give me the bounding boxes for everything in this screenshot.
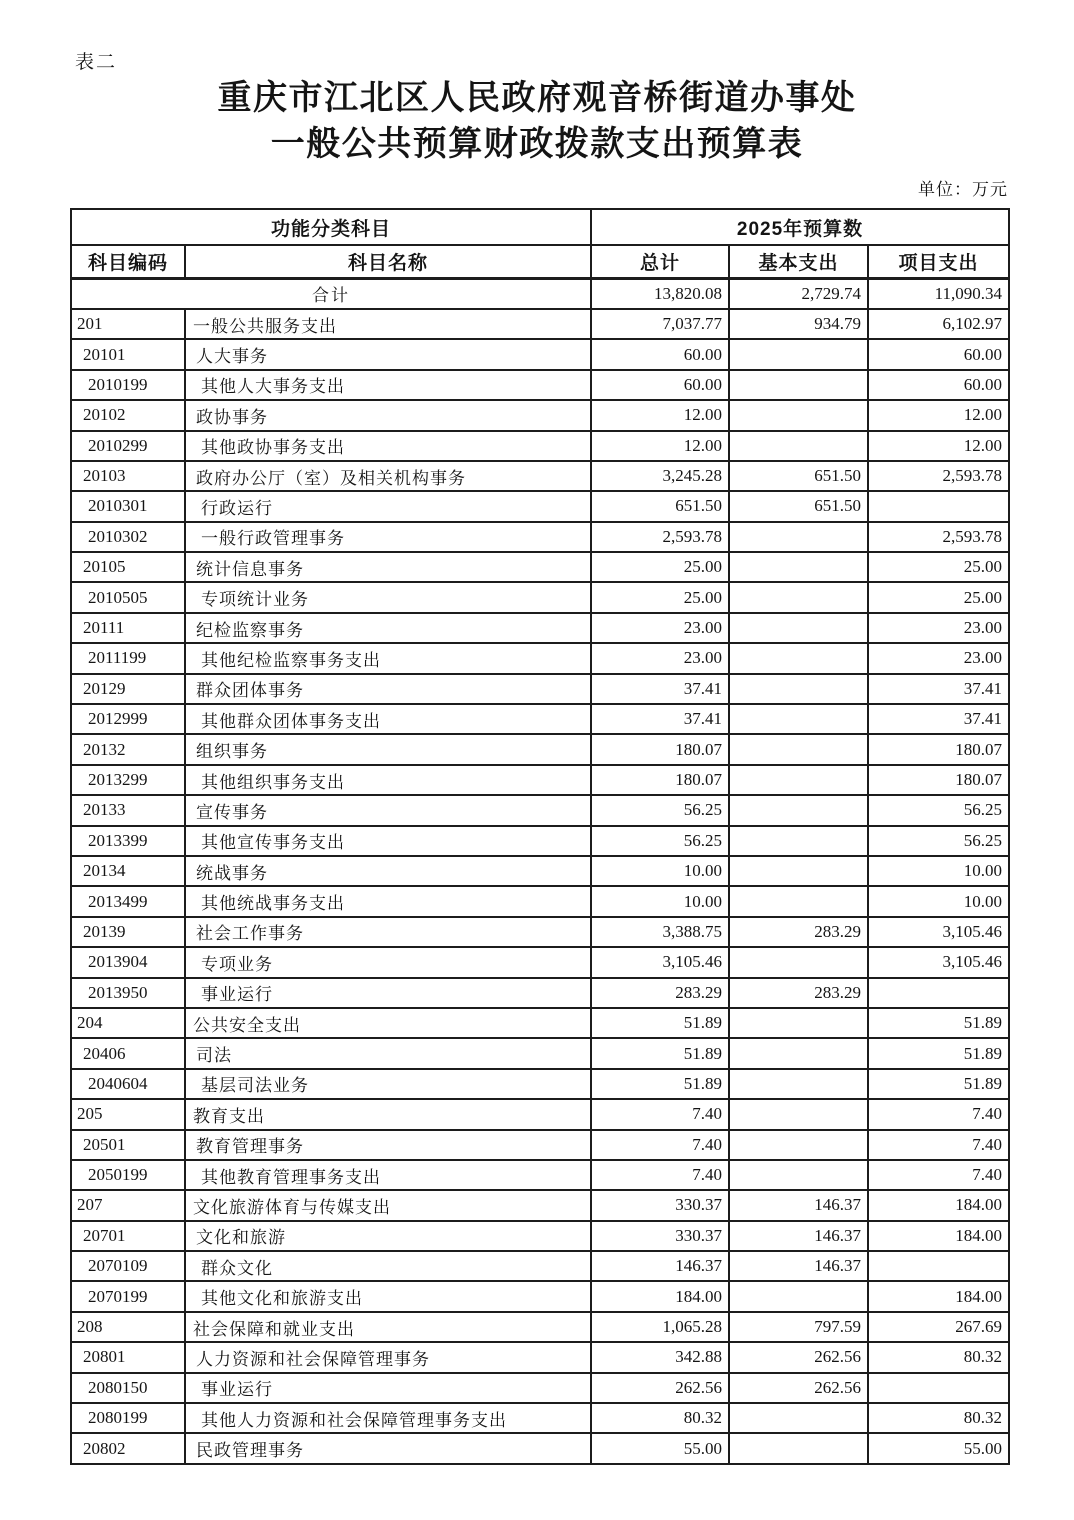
name-cell: 社会保障和就业支出 xyxy=(185,1312,591,1342)
code-cell: 207 xyxy=(71,1190,185,1220)
total-cell: 7.40 xyxy=(591,1130,729,1160)
basic-cell: 797.59 xyxy=(729,1312,868,1342)
basic-cell: 262.56 xyxy=(729,1373,868,1403)
total-cell: 80.32 xyxy=(591,1403,729,1433)
table-row xyxy=(71,309,1009,339)
table-row xyxy=(71,582,1009,612)
project-cell: 12.00 xyxy=(868,431,1009,461)
code-cell: 20105 xyxy=(71,552,185,582)
project-cell: 12.00 xyxy=(868,400,1009,430)
code-cell: 20101 xyxy=(71,339,185,369)
basic-cell xyxy=(729,1008,868,1038)
name-cell: 其他统战事务支出 xyxy=(185,886,591,916)
basic-cell xyxy=(729,856,868,886)
name-cell: 事业运行 xyxy=(185,1373,591,1403)
total-cell: 12.00 xyxy=(591,431,729,461)
name-cell: 政协事务 xyxy=(185,400,591,430)
name-cell: 行政运行 xyxy=(185,491,591,521)
code-cell: 20139 xyxy=(71,917,185,947)
name-cell: 其他政协事务支出 xyxy=(185,431,591,461)
table-row xyxy=(71,1069,1009,1099)
name-cell: 其他教育管理事务支出 xyxy=(185,1160,591,1190)
code-cell: 20801 xyxy=(71,1342,185,1372)
basic-cell xyxy=(729,1069,868,1099)
project-cell: 56.25 xyxy=(868,795,1009,825)
name-cell: 群众团体事务 xyxy=(185,674,591,704)
name-cell: 教育管理事务 xyxy=(185,1130,591,1160)
code-cell: 2013499 xyxy=(71,886,185,916)
code-cell: 20501 xyxy=(71,1130,185,1160)
project-cell: 3,105.46 xyxy=(868,917,1009,947)
project-cell: 60.00 xyxy=(868,370,1009,400)
name-cell: 文化旅游体育与传媒支出 xyxy=(185,1190,591,1220)
grand-total-project-cell: 11,090.34 xyxy=(868,278,1009,309)
project-cell: 56.25 xyxy=(868,826,1009,856)
name-cell: 其他纪检监察事务支出 xyxy=(185,643,591,673)
basic-cell xyxy=(729,431,868,461)
basic-cell: 146.37 xyxy=(729,1221,868,1251)
total-cell: 51.89 xyxy=(591,1008,729,1038)
table-row xyxy=(71,400,1009,430)
grand-total-label: 合计 xyxy=(71,278,591,309)
total-cell: 330.37 xyxy=(591,1190,729,1220)
basic-cell xyxy=(729,1130,868,1160)
basic-cell: 283.29 xyxy=(729,978,868,1008)
name-cell: 基层司法业务 xyxy=(185,1069,591,1099)
project-cell: 80.32 xyxy=(868,1403,1009,1433)
name-cell: 纪检监察事务 xyxy=(185,613,591,643)
project-cell xyxy=(868,978,1009,1008)
table-row xyxy=(71,704,1009,734)
total-cell: 330.37 xyxy=(591,1221,729,1251)
document-title xyxy=(0,76,1074,168)
total-cell: 60.00 xyxy=(591,370,729,400)
basic-cell: 651.50 xyxy=(729,461,868,491)
basic-cell xyxy=(729,1038,868,1068)
name-cell: 其他群众团体事务支出 xyxy=(185,704,591,734)
header-basic-column: 基本支出 xyxy=(729,245,868,278)
code-cell: 2013904 xyxy=(71,947,185,977)
header-code-column: 科目编码 xyxy=(71,245,185,278)
code-cell: 2070109 xyxy=(71,1251,185,1281)
basic-cell: 146.37 xyxy=(729,1251,868,1281)
name-cell: 司法 xyxy=(185,1038,591,1068)
total-cell: 37.41 xyxy=(591,704,729,734)
total-cell: 7,037.77 xyxy=(591,309,729,339)
total-cell: 51.89 xyxy=(591,1069,729,1099)
code-cell: 20406 xyxy=(71,1038,185,1068)
total-cell: 3,245.28 xyxy=(591,461,729,491)
unit-note: 单位：万元 xyxy=(918,180,1008,199)
code-cell: 20103 xyxy=(71,461,185,491)
basic-cell: 283.29 xyxy=(729,917,868,947)
header-group-row xyxy=(71,209,1009,245)
grand-total-row xyxy=(71,278,1009,309)
total-cell: 51.89 xyxy=(591,1038,729,1068)
header-total-column: 总计 xyxy=(591,245,729,278)
project-cell: 23.00 xyxy=(868,643,1009,673)
code-cell: 201 xyxy=(71,309,185,339)
project-cell: 184.00 xyxy=(868,1221,1009,1251)
project-cell: 37.41 xyxy=(868,704,1009,734)
basic-cell xyxy=(729,1433,868,1464)
project-cell: 80.32 xyxy=(868,1342,1009,1372)
code-cell: 20129 xyxy=(71,674,185,704)
code-cell: 2080150 xyxy=(71,1373,185,1403)
basic-cell: 934.79 xyxy=(729,309,868,339)
project-cell: 7.40 xyxy=(868,1099,1009,1129)
basic-cell xyxy=(729,1403,868,1433)
name-cell: 社会工作事务 xyxy=(185,917,591,947)
project-cell: 60.00 xyxy=(868,339,1009,369)
code-cell: 20134 xyxy=(71,856,185,886)
basic-cell xyxy=(729,582,868,612)
code-cell: 2040604 xyxy=(71,1069,185,1099)
total-cell: 283.29 xyxy=(591,978,729,1008)
code-cell: 2080199 xyxy=(71,1403,185,1433)
project-cell: 2,593.78 xyxy=(868,461,1009,491)
code-cell: 20102 xyxy=(71,400,185,430)
header-budget-group: 2025年预算数 xyxy=(591,209,1009,245)
basic-cell xyxy=(729,704,868,734)
table-row xyxy=(71,1038,1009,1068)
total-cell: 3,388.75 xyxy=(591,917,729,947)
total-cell: 23.00 xyxy=(591,613,729,643)
basic-cell xyxy=(729,886,868,916)
code-cell: 2013299 xyxy=(71,765,185,795)
document-title-line1: 重庆市江北区人民政府观音桥街道办事处 xyxy=(217,80,857,117)
total-cell: 60.00 xyxy=(591,339,729,369)
table-row xyxy=(71,552,1009,582)
total-cell: 3,105.46 xyxy=(591,947,729,977)
name-cell: 其他人力资源和社会保障管理事务支出 xyxy=(185,1403,591,1433)
name-cell: 教育支出 xyxy=(185,1099,591,1129)
code-cell: 20701 xyxy=(71,1221,185,1251)
total-cell: 262.56 xyxy=(591,1373,729,1403)
total-cell: 184.00 xyxy=(591,1281,729,1311)
code-cell: 2011199 xyxy=(71,643,185,673)
code-cell: 2013950 xyxy=(71,978,185,1008)
code-cell: 20111 xyxy=(71,613,185,643)
project-cell: 10.00 xyxy=(868,856,1009,886)
name-cell: 人力资源和社会保障管理事务 xyxy=(185,1342,591,1372)
name-cell: 公共安全支出 xyxy=(185,1008,591,1038)
project-cell: 180.07 xyxy=(868,765,1009,795)
project-cell: 25.00 xyxy=(868,582,1009,612)
table-row xyxy=(71,947,1009,977)
project-cell: 55.00 xyxy=(868,1433,1009,1464)
header-project-column: 项目支出 xyxy=(868,245,1009,278)
project-cell: 10.00 xyxy=(868,886,1009,916)
grand-total-basic-cell: 2,729.74 xyxy=(729,278,868,309)
name-cell: 其他组织事务支出 xyxy=(185,765,591,795)
basic-cell xyxy=(729,795,868,825)
total-cell: 342.88 xyxy=(591,1342,729,1372)
basic-cell xyxy=(729,613,868,643)
name-cell: 专项业务 xyxy=(185,947,591,977)
project-cell: 51.89 xyxy=(868,1038,1009,1068)
basic-cell xyxy=(729,522,868,552)
total-cell: 23.00 xyxy=(591,643,729,673)
total-cell: 10.00 xyxy=(591,886,729,916)
project-cell: 25.00 xyxy=(868,552,1009,582)
basic-cell: 262.56 xyxy=(729,1342,868,1372)
table-row xyxy=(71,674,1009,704)
project-cell: 6,102.97 xyxy=(868,309,1009,339)
basic-cell xyxy=(729,826,868,856)
total-cell: 37.41 xyxy=(591,674,729,704)
table-row xyxy=(71,1130,1009,1160)
name-cell: 群众文化 xyxy=(185,1251,591,1281)
total-cell: 180.07 xyxy=(591,765,729,795)
total-cell: 7.40 xyxy=(591,1099,729,1129)
header-name-column: 科目名称 xyxy=(185,245,591,278)
code-cell: 2010199 xyxy=(71,370,185,400)
table-row xyxy=(71,795,1009,825)
project-cell: 23.00 xyxy=(868,613,1009,643)
header-function-group: 功能分类科目 xyxy=(71,209,591,245)
total-cell: 1,065.28 xyxy=(591,1312,729,1342)
table-row xyxy=(71,1312,1009,1342)
name-cell: 统计信息事务 xyxy=(185,552,591,582)
table-row xyxy=(71,765,1009,795)
basic-cell xyxy=(729,370,868,400)
total-cell: 7.40 xyxy=(591,1160,729,1190)
basic-cell xyxy=(729,552,868,582)
code-cell: 20132 xyxy=(71,734,185,764)
code-cell: 2050199 xyxy=(71,1160,185,1190)
table-row xyxy=(71,1281,1009,1311)
table-row xyxy=(71,856,1009,886)
name-cell: 政府办公厅（室）及相关机构事务 xyxy=(185,461,591,491)
project-cell: 51.89 xyxy=(868,1008,1009,1038)
total-cell: 25.00 xyxy=(591,552,729,582)
table-row xyxy=(71,1221,1009,1251)
table-row xyxy=(71,613,1009,643)
basic-cell xyxy=(729,339,868,369)
total-cell: 180.07 xyxy=(591,734,729,764)
table-row xyxy=(71,339,1009,369)
project-cell: 7.40 xyxy=(868,1130,1009,1160)
code-cell: 2013399 xyxy=(71,826,185,856)
project-cell: 7.40 xyxy=(868,1160,1009,1190)
total-cell: 12.00 xyxy=(591,400,729,430)
table-row xyxy=(71,826,1009,856)
name-cell: 其他文化和旅游支出 xyxy=(185,1281,591,1311)
project-cell: 184.00 xyxy=(868,1190,1009,1220)
code-cell: 205 xyxy=(71,1099,185,1129)
table-row xyxy=(71,1373,1009,1403)
basic-cell xyxy=(729,734,868,764)
name-cell: 文化和旅游 xyxy=(185,1221,591,1251)
code-cell: 20133 xyxy=(71,795,185,825)
basic-cell xyxy=(729,1099,868,1129)
table-row xyxy=(71,522,1009,552)
basic-cell: 146.37 xyxy=(729,1190,868,1220)
table-row xyxy=(71,1403,1009,1433)
table-row xyxy=(71,491,1009,521)
table-row xyxy=(71,431,1009,461)
project-cell xyxy=(868,1251,1009,1281)
table-row xyxy=(71,1251,1009,1281)
code-cell: 20802 xyxy=(71,1433,185,1464)
table-row xyxy=(71,978,1009,1008)
total-cell: 2,593.78 xyxy=(591,522,729,552)
basic-cell xyxy=(729,947,868,977)
table-row xyxy=(71,917,1009,947)
code-cell: 208 xyxy=(71,1312,185,1342)
basic-cell xyxy=(729,1281,868,1311)
name-cell: 事业运行 xyxy=(185,978,591,1008)
code-cell: 2012999 xyxy=(71,704,185,734)
budget-table xyxy=(70,208,1010,1465)
code-cell: 2070199 xyxy=(71,1281,185,1311)
project-cell: 180.07 xyxy=(868,734,1009,764)
total-cell: 55.00 xyxy=(591,1433,729,1464)
name-cell: 其他宣传事务支出 xyxy=(185,826,591,856)
total-cell: 25.00 xyxy=(591,582,729,612)
name-cell: 一般行政管理事务 xyxy=(185,522,591,552)
name-cell: 人大事务 xyxy=(185,339,591,369)
code-cell: 2010505 xyxy=(71,582,185,612)
name-cell: 民政管理事务 xyxy=(185,1433,591,1464)
project-cell: 184.00 xyxy=(868,1281,1009,1311)
table-row xyxy=(71,1160,1009,1190)
total-cell: 146.37 xyxy=(591,1251,729,1281)
basic-cell xyxy=(729,765,868,795)
name-cell: 统战事务 xyxy=(185,856,591,886)
basic-cell xyxy=(729,400,868,430)
table-number-label: 表二 xyxy=(75,52,118,73)
table-row xyxy=(71,734,1009,764)
table-row xyxy=(71,1433,1009,1464)
project-cell xyxy=(868,491,1009,521)
project-cell: 3,105.46 xyxy=(868,947,1009,977)
project-cell xyxy=(868,1373,1009,1403)
basic-cell xyxy=(729,674,868,704)
table-row xyxy=(71,1190,1009,1220)
project-cell: 267.69 xyxy=(868,1312,1009,1342)
basic-cell xyxy=(729,643,868,673)
table-row xyxy=(71,643,1009,673)
table-row xyxy=(71,1008,1009,1038)
total-cell: 56.25 xyxy=(591,826,729,856)
total-cell: 10.00 xyxy=(591,856,729,886)
table-row xyxy=(71,1342,1009,1372)
name-cell: 宣传事务 xyxy=(185,795,591,825)
name-cell: 组织事务 xyxy=(185,734,591,764)
code-cell: 204 xyxy=(71,1008,185,1038)
total-cell: 651.50 xyxy=(591,491,729,521)
total-cell: 56.25 xyxy=(591,795,729,825)
code-cell: 2010301 xyxy=(71,491,185,521)
table-row xyxy=(71,886,1009,916)
budget-table-body xyxy=(71,278,1009,1464)
name-cell: 专项统计业务 xyxy=(185,582,591,612)
code-cell: 2010302 xyxy=(71,522,185,552)
header-columns-row xyxy=(71,245,1009,278)
basic-cell: 651.50 xyxy=(729,491,868,521)
table-row xyxy=(71,461,1009,491)
table-row xyxy=(71,1099,1009,1129)
document-title-line2: 一般公共预算财政拨款支出预算表 xyxy=(270,126,804,163)
name-cell: 其他人大事务支出 xyxy=(185,370,591,400)
project-cell: 37.41 xyxy=(868,674,1009,704)
grand-total-total-cell: 13,820.08 xyxy=(591,278,729,309)
name-cell: 一般公共服务支出 xyxy=(185,309,591,339)
project-cell: 51.89 xyxy=(868,1069,1009,1099)
code-cell: 2010299 xyxy=(71,431,185,461)
project-cell: 2,593.78 xyxy=(868,522,1009,552)
basic-cell xyxy=(729,1160,868,1190)
table-row xyxy=(71,370,1009,400)
